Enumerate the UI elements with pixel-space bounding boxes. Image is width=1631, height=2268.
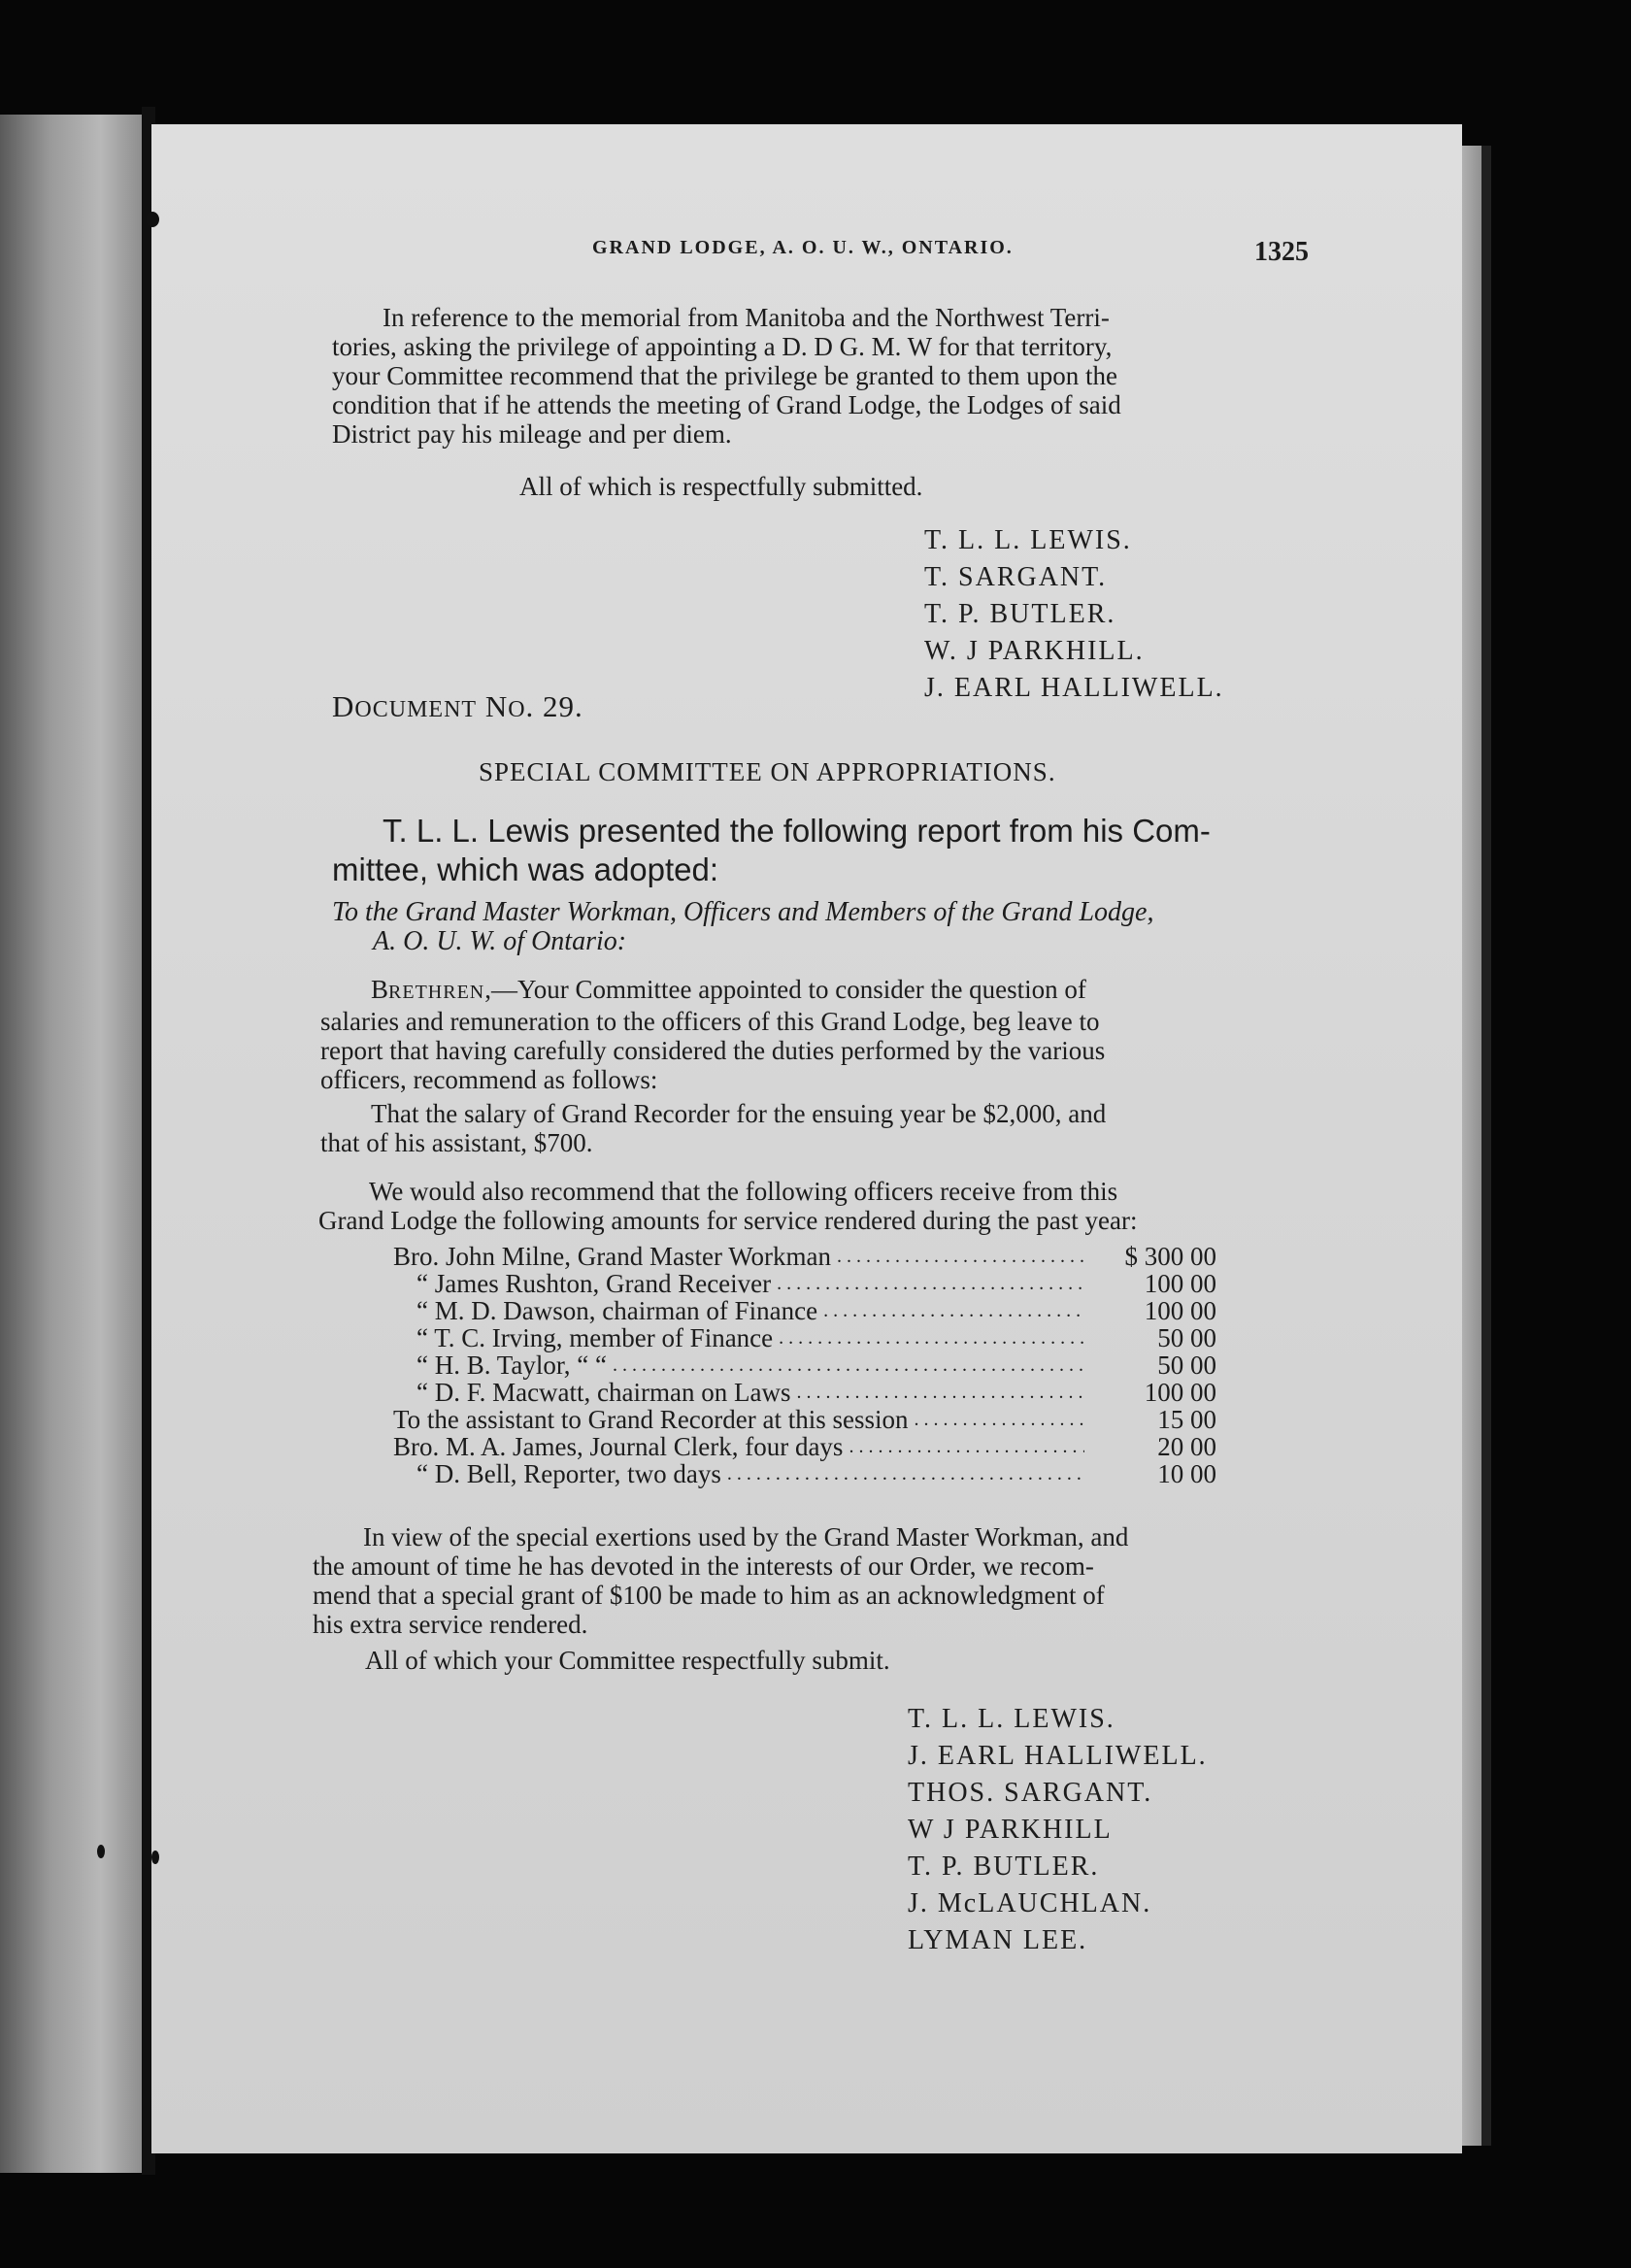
text-line: In reference to the memorial from Manitoba and the Northwest Terri-	[383, 303, 1110, 332]
binding-hole-mark	[97, 1845, 105, 1858]
payee: “ James Rushton, Grand Receiver	[416, 1269, 772, 1298]
text-line: Grand Lodge the following amounts for service rendered during the past year:	[318, 1206, 1138, 1235]
amount: 100 00	[1144, 1378, 1216, 1407]
amount: 20 00	[1157, 1432, 1216, 1461]
dot-leader	[777, 1270, 1084, 1297]
signatory: THOS. SARGANT.	[908, 1778, 1153, 1808]
signatory: LYMAN LEE.	[908, 1925, 1088, 1955]
signature-block-2	[908, 1701, 1208, 1959]
table-row	[393, 1460, 1216, 1487]
page-fore-edge-shadow	[1481, 146, 1491, 2146]
amount: $ 300 00	[1124, 1242, 1216, 1271]
special-grant-paragraph	[313, 1522, 1291, 1639]
appropriations-table	[393, 1243, 1216, 1487]
report-address	[332, 898, 1299, 956]
binding-hole-mark	[146, 212, 159, 227]
table-row	[393, 1270, 1216, 1297]
address-line: To the Grand Master Workman, Officers and Members of the Grand Lodge,	[332, 897, 1154, 927]
running-head: GRAND LODGE, A. O. U. W., ONTARIO.	[592, 237, 1014, 258]
signatory: T. P. BUTLER.	[924, 599, 1116, 629]
table-row	[393, 1243, 1216, 1270]
amount: 10 00	[1157, 1459, 1216, 1488]
dot-leader	[727, 1460, 1084, 1487]
recommend-paragraph	[318, 1177, 1297, 1235]
section-title: SPECIAL COMMITTEE ON APPROPRIATIONS.	[479, 757, 1056, 786]
payee: To the assistant to Grand Recorder at this session	[393, 1405, 909, 1434]
text-line: your Committee recommend that the privilege be granted to them upon the	[332, 361, 1118, 390]
signatory: J. EARL HALLIWELL.	[908, 1741, 1208, 1771]
binding-hole-mark	[151, 1851, 159, 1864]
text-line: his extra service rendered.	[313, 1610, 588, 1639]
dot-leader	[915, 1406, 1084, 1433]
page-number: 1325	[1254, 237, 1309, 267]
signatory: W. J PARKHILL.	[924, 636, 1145, 666]
brethren-paragraph	[320, 975, 1299, 1094]
payee: Bro. John Milne, Grand Master Workman	[393, 1242, 832, 1271]
report-introduction	[332, 812, 1299, 889]
amount: 50 00	[1157, 1323, 1216, 1352]
dot-leader	[837, 1243, 1084, 1270]
dot-leader	[823, 1297, 1084, 1324]
table-row	[393, 1406, 1216, 1433]
payee: Bro. M. A. James, Journal Clerk, four days	[393, 1432, 844, 1461]
text-line: the amount of time he has devoted in the interests of our Order, we recom-	[313, 1551, 1094, 1581]
signatory: W J PARKHILL	[908, 1815, 1113, 1845]
table-row	[393, 1324, 1216, 1351]
text-line: officers, recommend as follows:	[320, 1065, 658, 1094]
payee: “ T. C. Irving, member of Finance	[416, 1323, 774, 1352]
submission-line: All of which your Committee respectfully submit.	[365, 1646, 890, 1675]
amount: 100 00	[1144, 1269, 1216, 1298]
text-line: We would also recommend that the following officers receive from this	[369, 1177, 1118, 1206]
amount: 50 00	[1157, 1351, 1216, 1380]
text-line: District pay his mileage and per diem.	[332, 419, 732, 449]
table-row	[393, 1433, 1216, 1460]
text-line: T. L. L. Lewis presented the following report from his Com-	[383, 813, 1211, 849]
text-line: tories, asking the privilege of appointing a D. D G. M. W for that territory,	[332, 332, 1113, 361]
text-line: BRETHREN,—Your Committee appointed to consider the question of	[371, 975, 1086, 1004]
text-line: mittee, which was adopted:	[332, 851, 719, 887]
address-line: A. O. U. W. of Ontario:	[373, 926, 627, 956]
dot-leader	[796, 1379, 1084, 1406]
document-number: DOCUMENT NO. 29.	[332, 689, 583, 723]
dot-leader	[849, 1433, 1084, 1460]
table-row	[393, 1297, 1216, 1324]
text-line: that of his assistant, $700.	[320, 1128, 593, 1157]
text-line: In view of the special exertions used by the Grand Master Workman, and	[363, 1522, 1129, 1551]
salary-paragraph	[320, 1099, 1299, 1157]
text-line: That the salary of Grand Recorder for the ensuing year be $2,000, and	[371, 1099, 1107, 1128]
signatory: J. McLAUCHLAN.	[908, 1888, 1152, 1918]
signature-block-1	[924, 522, 1224, 707]
payee: “ D. F. Macwatt, chairman on Laws	[416, 1378, 791, 1407]
text-line: salaries and remuneration to the officers of this Grand Lodge, beg leave to	[320, 1007, 1100, 1036]
payee: “ H. B. Taylor, “ “	[416, 1351, 607, 1380]
signatory: J. EARL HALLIWELL.	[924, 673, 1224, 703]
signatory: T. SARGANT.	[924, 562, 1108, 592]
dot-leader	[779, 1324, 1084, 1351]
table-row	[393, 1379, 1216, 1406]
signatory: T. P. BUTLER.	[908, 1851, 1100, 1882]
signatory: T. L. L. LEWIS.	[908, 1704, 1115, 1734]
text-line: condition that if he attends the meeting of Grand Lodge, the Lodges of said	[332, 390, 1121, 419]
facing-page-edge	[0, 115, 144, 2173]
text-line: report that having carefully considered the duties performed by the various	[320, 1036, 1106, 1065]
dot-leader	[613, 1351, 1084, 1379]
payee: “ M. D. Dawson, chairman of Finance	[416, 1296, 818, 1325]
amount: 100 00	[1144, 1296, 1216, 1325]
payee: “ D. Bell, Reporter, two days	[416, 1459, 721, 1488]
submission-line: All of which is respectfully submitted.	[519, 472, 923, 501]
amount: 15 00	[1157, 1405, 1216, 1434]
signatory: T. L. L. LEWIS.	[924, 525, 1132, 555]
text-line: mend that a special grant of $100 be made to him as an acknowledgment of	[313, 1581, 1105, 1610]
table-row	[393, 1351, 1216, 1379]
memorial-paragraph	[332, 303, 1311, 449]
